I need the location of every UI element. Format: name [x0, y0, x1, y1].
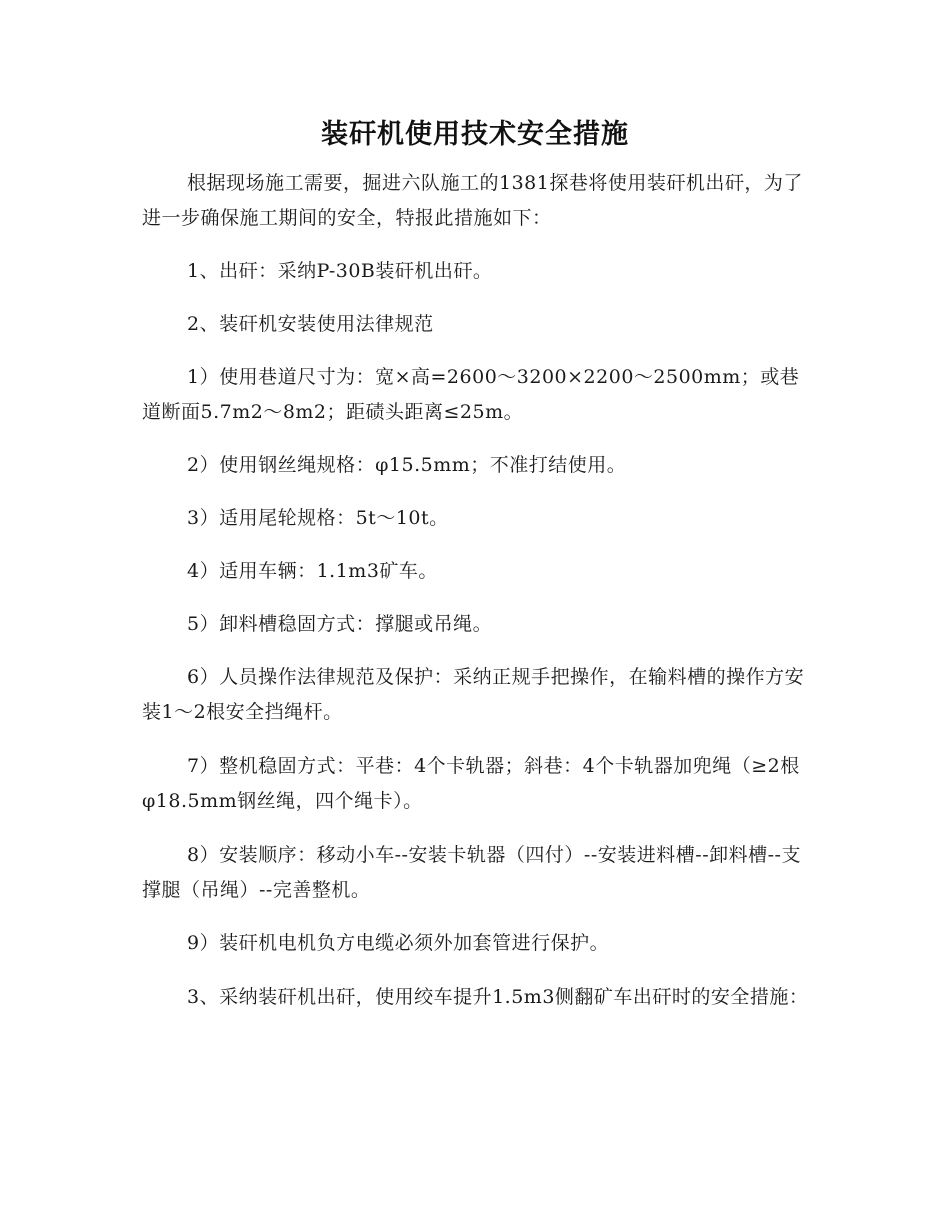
item-5-paragraph: 5）卸料槽稳固方式：撑腿或吊绳。	[187, 613, 493, 635]
item-9-paragraph: 9）装矸机电机负方电缆必须外加套管进行保护。	[187, 932, 610, 954]
item-3-paragraph: 3）适用尾轮规格：5t～10t。	[187, 507, 449, 529]
item-6-paragraph: 6）人员操作法律规范及保护：采纳正规手把操作，在输料槽的操作方安装1～2根安全挡绳杆。	[142, 666, 805, 723]
item-7-paragraph: 7）整机稳固方式：平巷：4个卡轨器；斜巷：4个卡轨器加兜绳（≥2根φ18.5mm钢丝绳，四个绳卡）。	[142, 755, 800, 812]
intro-paragraph: 根据现场施工需要，掘进六队施工的1381探巷将使用装矸机出矸，为了进一步确保施工期间的安全，特报此措施如下：	[142, 172, 803, 229]
item-8-paragraph: 8）安装顺序：移动小车--安装卡轨器（四付）--安装进料槽--卸料槽--支撑腿（吊绳）--完善整机。	[142, 844, 801, 901]
section-1-paragraph: 1、出矸：采纳P-30B装矸机出矸。	[187, 260, 493, 282]
document-title: 装矸机使用技术安全措施	[321, 119, 629, 150]
item-2-paragraph: 2）使用钢丝绳规格：φ15.5mm；不准打结使用。	[187, 454, 627, 476]
section-3-paragraph: 3、采纳装矸机出矸，使用绞车提升1.5m3侧翻矿车出矸时的安全措施：	[187, 986, 809, 1008]
item-4-paragraph: 4）适用车辆：1.1m3矿车。	[187, 560, 438, 582]
section-2-heading: 2、装矸机安装使用法律规范	[187, 313, 434, 335]
item-1-paragraph: 1）使用巷道尺寸为：宽×高=2600～3200×2200～2500mm；或巷道断面5.7m2～8m2；距碛头距离≤25m。	[142, 366, 800, 423]
